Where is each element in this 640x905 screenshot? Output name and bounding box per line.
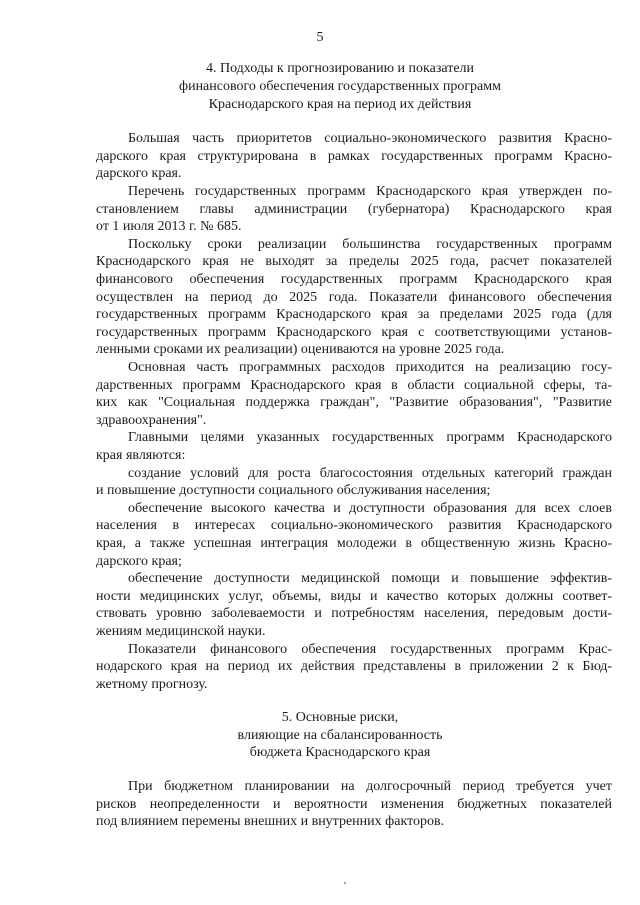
text-line: государственных программ Краснодарского края за пределами 2025 года (для xyxy=(96,307,612,322)
text-line: дарского края; xyxy=(96,554,182,569)
text-line: нодарского края на период их действия представлены в приложении 2 к Бюд- xyxy=(96,659,612,674)
text-line: жениям медицинской науки. xyxy=(96,624,266,639)
text-line: населения в интересах социально-экономического развития Краснодарского xyxy=(96,518,612,533)
text-line: дарского края. xyxy=(96,166,182,181)
heading-line: Краснодарского края на период их действия xyxy=(208,97,472,112)
text-line: ких как "Социальная поддержка граждан", "Развитие образования", "Развитие xyxy=(96,395,612,410)
text-line: и повышение доступности социального обслуживания населения; xyxy=(96,483,491,498)
text-line: здравоохранения". xyxy=(96,413,207,428)
text-line: Большая часть приоритетов социально-экономического развития Красно- xyxy=(128,131,612,146)
text-line: обеспечение доступности медицинской помощи и повышение эффектив- xyxy=(128,571,612,586)
text-line: Краснодарского края не выходят за пределы 2025 года, расчет показателей xyxy=(96,254,612,269)
text-line: ленными сроками их реализации) оцениваются на уровне 2025 года. xyxy=(96,342,505,357)
text-line: Показатели финансового обеспечения государственных программ Крас- xyxy=(128,642,612,657)
heading-line: бюджета Краснодарского края xyxy=(249,745,431,760)
text-line: края являются: xyxy=(96,448,186,463)
text-line: рисков неопределенности и вероятности изменения бюджетных показателей xyxy=(96,797,612,812)
text-line: ствовать уровню заболеваемости и потребностям населения, передовым дости- xyxy=(96,606,612,621)
text-line: финансового обеспечения государственных программ Краснодарского края xyxy=(96,272,612,287)
text-line: дарственных программ Краснодарского края в области социальной сферы, та- xyxy=(96,378,612,393)
text-line: под влиянием перемены внешних и внутренних факторов. xyxy=(96,814,445,829)
text-line: создание условий для роста благосостояния отдельных категорий граждан xyxy=(128,466,612,481)
text-line: края, а также успешная интеграция молодежи в общественную жизнь Красно- xyxy=(96,536,612,551)
text-line: государственных программ Краснодарского края с соответствующими установ- xyxy=(96,325,612,340)
text-line: Перечень государственных программ Краснодарского края утвержден по- xyxy=(128,184,612,199)
text-line: обеспечение высокого качества и доступности образования для всех слоев xyxy=(128,501,612,516)
page-number: 5 xyxy=(316,30,324,45)
text-line: становлением главы администрации (губернатора) Краснодарского края xyxy=(96,202,612,217)
heading-line: 4. Подходы к прогнозированию и показатели xyxy=(205,61,475,76)
text-line: При бюджетном планировании на долгосрочный период требуется учет xyxy=(128,779,612,794)
text-line: ности медицинских услуг, объемы, виды и качество которых должны соответ- xyxy=(96,589,612,604)
heading-line: финансового обеспечения государственных программ xyxy=(179,79,501,94)
heading-line: влияющие на сбалансированность xyxy=(237,728,443,743)
text-line: Основная часть программных расходов приходится на реализацию госу- xyxy=(128,360,612,375)
text-line: от 1 июля 2013 г. № 685. xyxy=(96,219,242,234)
heading-line: 5. Основные риски, xyxy=(281,710,399,725)
text-line: дарского края структурирована в рамках государственных программ Красно- xyxy=(96,149,612,164)
text-line: жетному прогнозу. xyxy=(96,677,208,692)
scan-speck xyxy=(344,882,346,884)
text-line: Поскольку сроки реализации большинства государственных программ xyxy=(128,237,612,252)
text-line: Главными целями указанных государственных программ Краснодарского xyxy=(128,430,612,445)
text-line: осуществлен на период до 2025 года. Показатели финансового обеспечения xyxy=(96,290,612,305)
